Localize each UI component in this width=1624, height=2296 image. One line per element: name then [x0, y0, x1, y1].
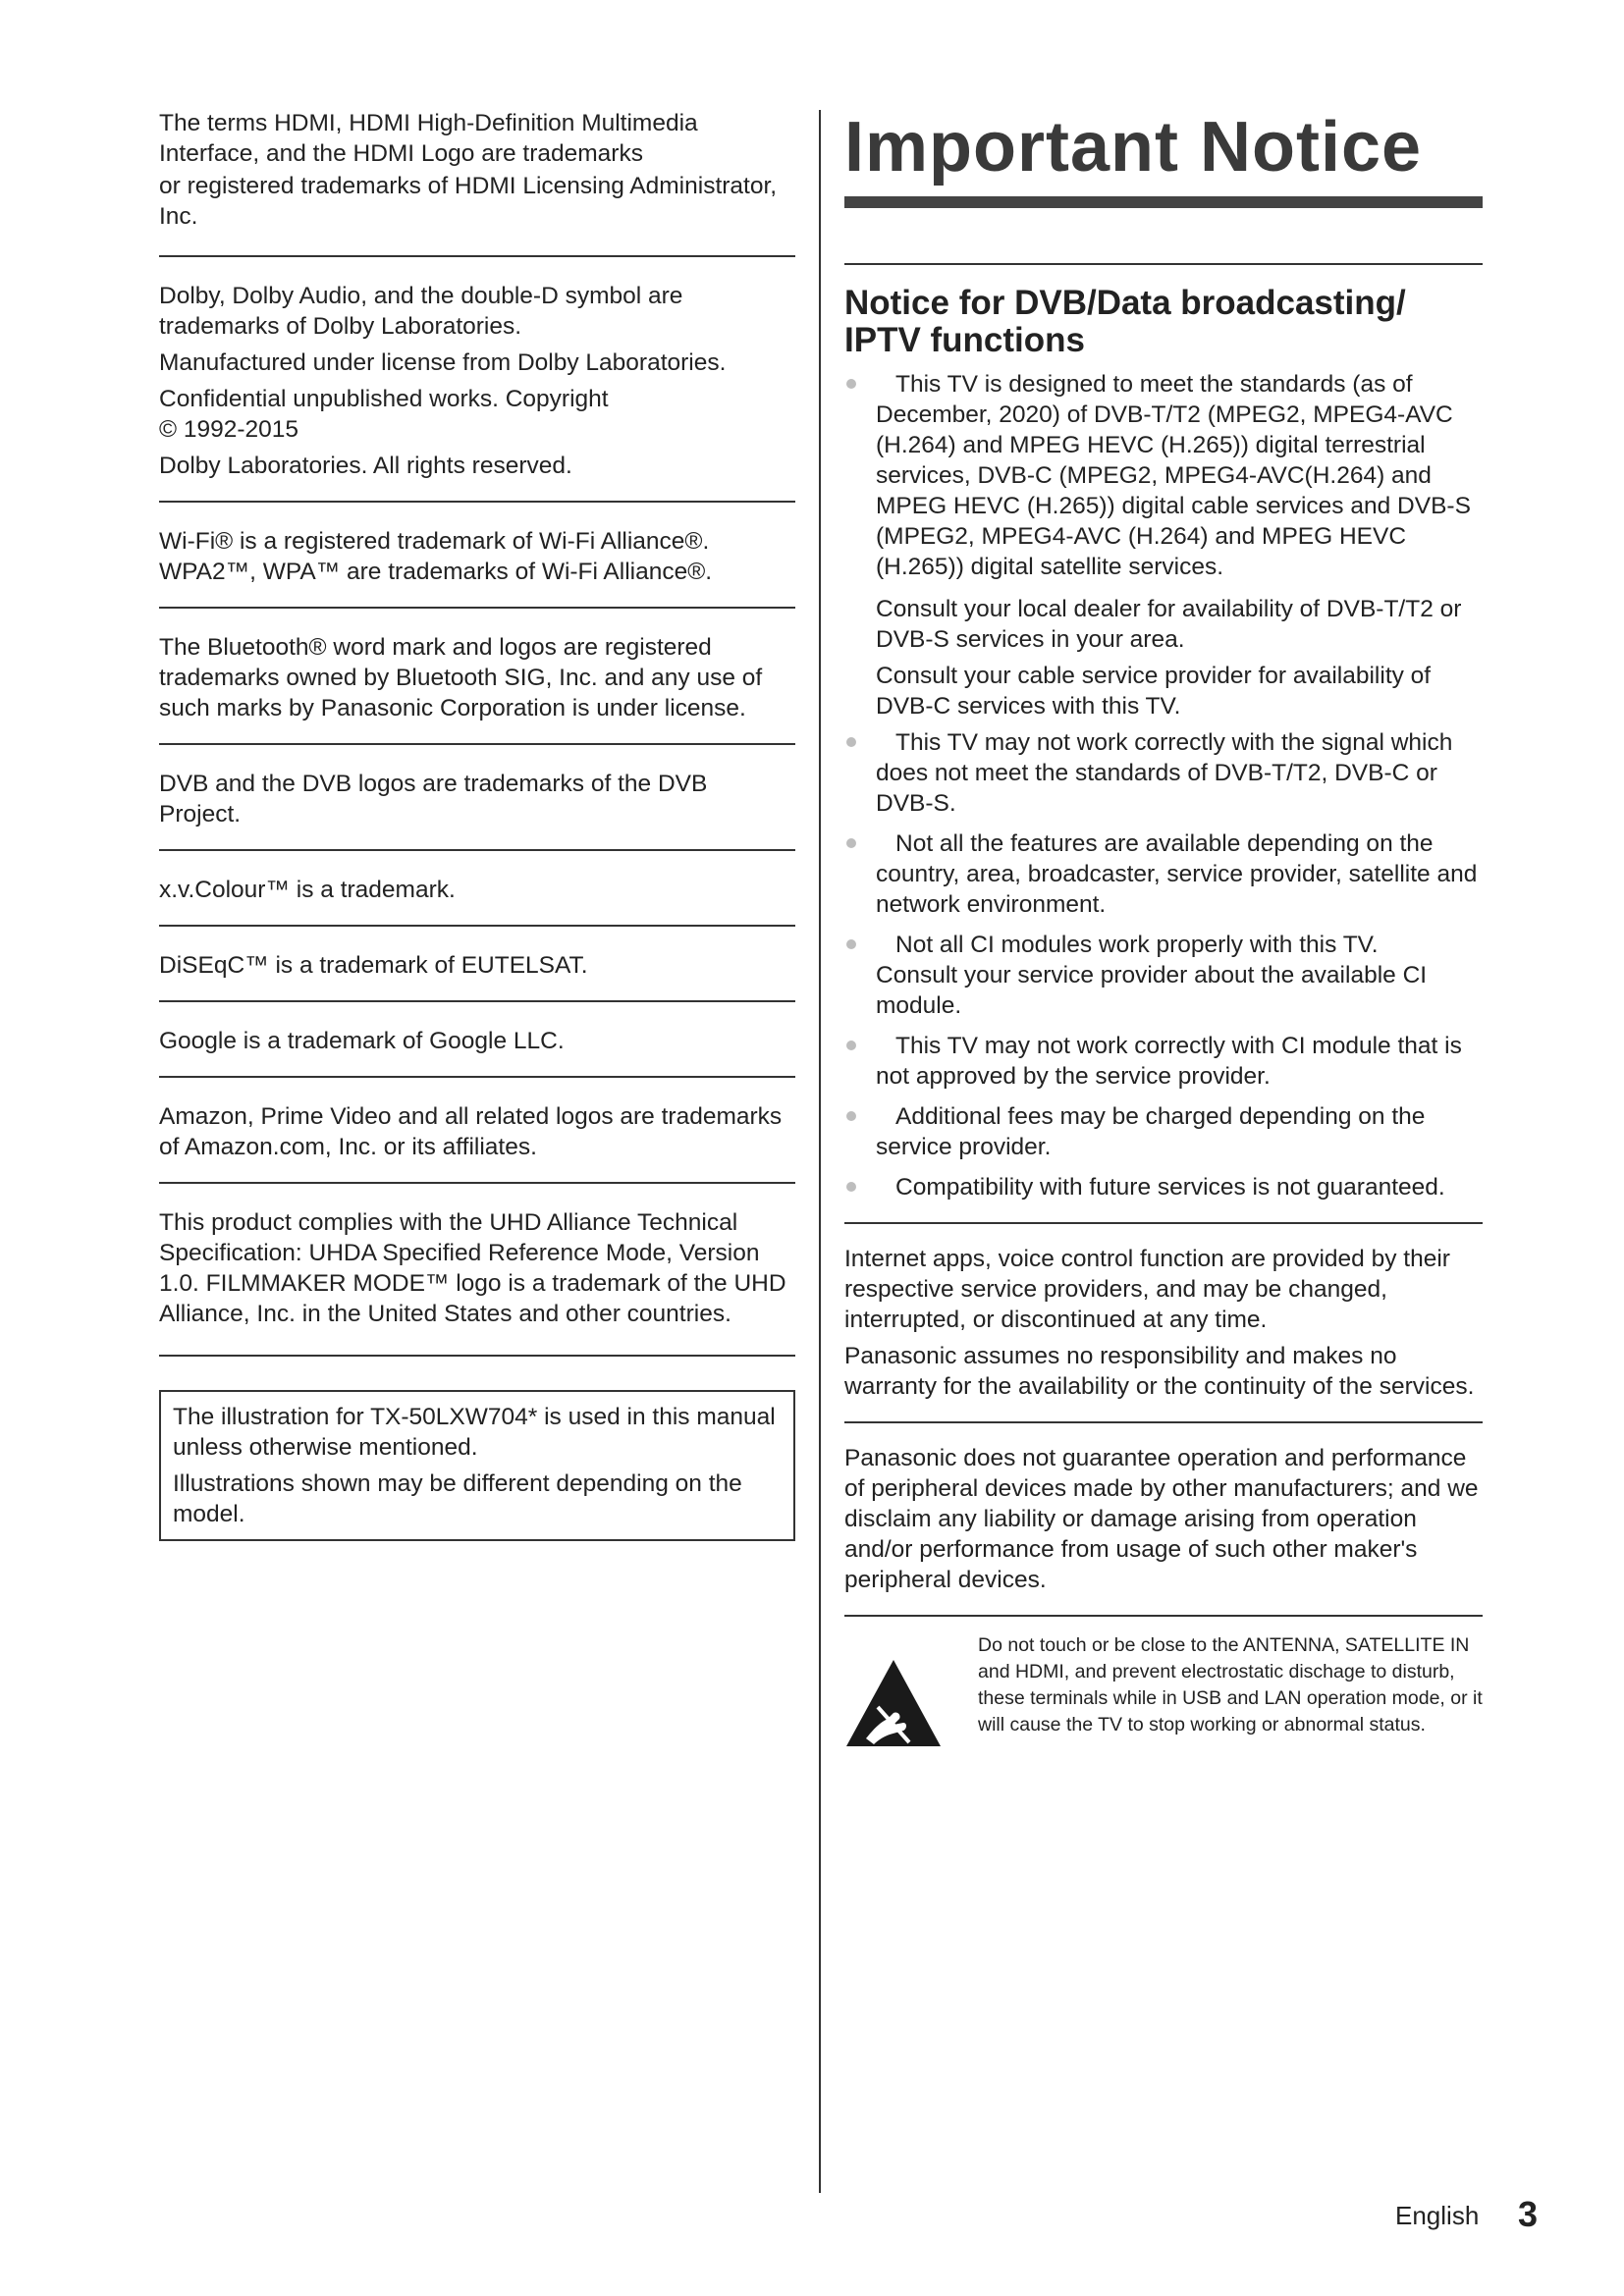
right-column — [844, 108, 1483, 1764]
xvcolour-notice — [159, 875, 795, 925]
list-item — [844, 727, 1483, 819]
diseqc-text: DiSEqC™ is a trademark of EUTELSAT. — [159, 952, 588, 979]
illustration-note-box — [159, 1390, 795, 1541]
hdmi-text-1: The terms HDMI, HDMI High-Definition Multimedia Interface, and the HDMI Logo are trademarks — [159, 110, 698, 167]
consult-dealer: Consult your local dealer for availability of DVB-T/T2 or DVB-S services in your area. — [876, 596, 1462, 653]
divider — [159, 743, 795, 745]
panasonic-responsibility-text: Panasonic assumes no responsibility and makes no warranty for the availability or the continuity of the services. — [844, 1343, 1475, 1400]
bullet-icon — [846, 1182, 856, 1192]
google-text: Google is a trademark of Google LLC. — [159, 1028, 565, 1054]
bullet-icon — [846, 737, 856, 747]
esd-warning-text: Do not touch or be close to the ANTENNA, SATELLITE IN and HDMI, and prevent electrostatic dischage to disturb, these terminals while in USB and LAN operation mode, or it will cause the TV to stop working or abnormal status. — [978, 1634, 1483, 1735]
title-underline — [844, 196, 1483, 208]
list-item — [844, 828, 1483, 920]
divider — [159, 607, 795, 609]
divider — [159, 1076, 795, 1078]
amazon-text: Amazon, Prime Video and all related logos are trademarks of Amazon.com, Inc. or its affiliates. — [159, 1103, 783, 1160]
divider — [844, 1222, 1483, 1224]
illustration-note-1: The illustration for TX-50LXW704* is used in this manual unless otherwise mentioned. — [173, 1404, 776, 1461]
section-heading-line2: IPTV functions — [844, 321, 1085, 359]
internet-text: Internet apps, voice control function are provided by their respective service providers, and may be changed, interrupted, or discontinued at any time. — [844, 1246, 1450, 1333]
list-item — [844, 930, 1483, 960]
list-item-text: Not all CI modules work properly with this TV. — [895, 932, 1379, 958]
list-item — [844, 1101, 1483, 1162]
divider — [159, 255, 795, 257]
bullet-icon — [846, 1111, 856, 1121]
list-item-text: This TV may not work correctly with the signal which does not meet the standards of DVB-T/T2, DVB-C or DVB-S. — [876, 729, 1453, 817]
list-item-text: Compatibility with future services is not guaranteed. — [895, 1174, 1445, 1201]
bullet-icon — [846, 1041, 856, 1050]
dolby-notice — [159, 281, 795, 501]
dvb-section — [844, 285, 1483, 1202]
notice-list — [844, 369, 1483, 1202]
divider — [159, 1000, 795, 1002]
divider — [159, 849, 795, 851]
diseqc-notice — [159, 950, 795, 1000]
list-item — [844, 1172, 1483, 1202]
dolby-text-2: Manufactured under license from Dolby Laboratories. — [159, 349, 727, 376]
list-item-text: Not all the features are available depending on the country, area, broadcaster, service provider, satellite and network environment. — [876, 830, 1478, 918]
bullet-icon — [846, 939, 856, 949]
dolby-text-1: Dolby, Dolby Audio, and the double-D symbol are trademarks of Dolby Laboratories. — [159, 283, 683, 340]
hdmi-notice — [159, 108, 795, 251]
wifi-notice — [159, 526, 795, 607]
list-item — [844, 369, 1483, 582]
peripheral-notice — [844, 1443, 1483, 1595]
hdmi-text-2: or registered trademarks of HDMI Licensing Administrator, Inc. — [159, 173, 778, 230]
uhd-notice — [159, 1207, 795, 1349]
divider — [844, 263, 1483, 265]
internet-notice — [844, 1244, 1483, 1402]
footer-language: English — [1395, 2201, 1480, 2230]
illustration-note-2: Illustrations shown may be different depending on the model. — [173, 1470, 742, 1527]
esd-warning-icon — [844, 1658, 943, 1748]
section-heading-line1: Notice for DVB/Data broadcasting/ — [844, 284, 1406, 322]
dvb-text: DVB and the DVB logos are trademarks of the DVB Project. — [159, 771, 708, 828]
dolby-text-4: © 1992-2015 — [159, 416, 299, 443]
left-column — [159, 108, 795, 1541]
bullet-icon — [846, 379, 856, 389]
bluetooth-text: The Bluetooth® word mark and logos are registered trademarks owned by Bluetooth SIG, Inc. and any use of such marks by Panasonic Corporation is under license. — [159, 634, 763, 721]
list-item — [844, 1031, 1483, 1092]
esd-warning — [844, 1617, 1483, 1764]
wifi-text-1: Wi-Fi® is a registered trademark of Wi-Fi Alliance®. — [159, 528, 710, 555]
page-number: 3 — [1518, 2194, 1539, 2234]
xvcolour-text: x.v.Colour™ is a trademark. — [159, 877, 456, 903]
consult-cable: Consult your cable service provider for availability of DVB-C services with this TV. — [876, 663, 1432, 720]
uhd-text: This product complies with the UHD Alliance Technical Specification: UHDA Specified Reference Mode, Version 1.0. FILMMAKER MODE™ logo is a trademark of the UHD Alliance, Inc. in the United States and other countries. — [159, 1209, 786, 1327]
list-item-text: This TV may not work correctly with CI module that is not approved by the service provider. — [876, 1033, 1462, 1090]
dolby-text-3: Confidential unpublished works. Copyright — [159, 386, 609, 412]
amazon-notice — [159, 1101, 795, 1182]
column-divider — [819, 110, 821, 2193]
dvb-notice — [159, 769, 795, 849]
divider — [159, 1355, 795, 1357]
page-title: Important Notice — [844, 108, 1423, 187]
google-notice — [159, 1026, 795, 1076]
divider — [844, 1421, 1483, 1423]
divider — [159, 501, 795, 503]
bluetooth-notice — [159, 632, 795, 743]
bullet-icon — [846, 838, 856, 848]
divider — [159, 925, 795, 927]
wifi-text-2: WPA2™, WPA™ are trademarks of Wi-Fi Alliance®. — [159, 559, 713, 585]
consult-ci: Consult your service provider about the available CI module. — [876, 962, 1428, 1019]
divider — [159, 1182, 795, 1184]
list-item-text: This TV is designed to meet the standards (as of December, 2020) of DVB-T/T2 (MPEG2, MPEG4-AVC (H.264) and MPEG HEVC (H.265)) digital terrestrial services, DVB-C (MPEG2, MPEG4-AVC(H.264) and MPEG HEVC (H.265)) digital cable services and DVB-S (MPEG2, MPEG4-AVC (H.264) and MPEG HEVC (H.265)) digital satellite services. — [876, 371, 1471, 580]
section-heading — [844, 285, 1483, 359]
peripheral-text: Panasonic does not guarantee operation and performance of peripheral devices made by other manufacturers; and we disclaim any liability or damage arising from operation and/or performance from usage of such other maker's peripheral devices. — [844, 1445, 1479, 1593]
list-item-text: Additional fees may be charged depending on the service provider. — [876, 1103, 1426, 1160]
dolby-text-5: Dolby Laboratories. All rights reserved. — [159, 453, 572, 479]
